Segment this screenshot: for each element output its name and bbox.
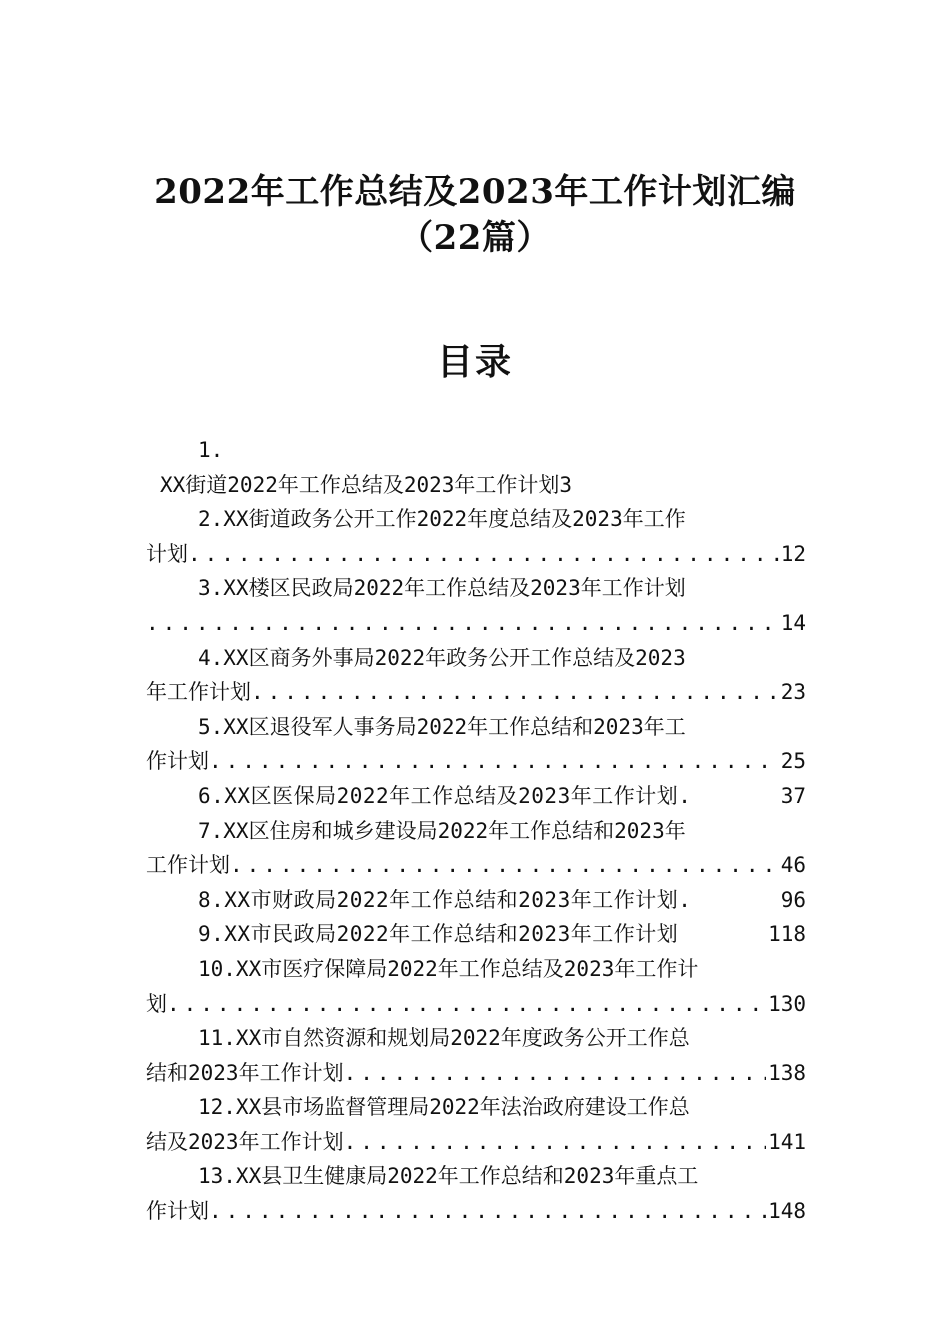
toc-entry-text: 2.XX街道政务公开工作2022年度总结及2023年工作 [198, 507, 686, 532]
toc-entry-13[interactable] [146, 1159, 806, 1228]
document-title: 2022年工作总结及2023年工作计划汇编 [154, 172, 796, 212]
toc-entry-text: 结及2023年工作计划 [146, 1129, 344, 1154]
toc-entry-text: 9.XX市民政局2022年工作总结和2023年工作计划 [198, 922, 679, 947]
table-of-contents [146, 433, 806, 1229]
toc-entry-4[interactable] [146, 641, 806, 710]
toc-entry-10[interactable] [146, 952, 806, 1021]
toc-entry-text: 12.XX县市场监督管理局2022年法治政府建设工作总 [198, 1095, 690, 1120]
toc-leader-dots [146, 606, 779, 641]
toc-entry-9[interactable] [146, 917, 806, 952]
toc-entry-text: 划 [146, 991, 167, 1016]
toc-page-number: 148 [768, 1199, 806, 1224]
toc-page-number: 141 [768, 1129, 806, 1154]
toc-entry-2[interactable] [146, 502, 806, 571]
toc-page-number: 25 [780, 749, 806, 774]
toc-entry-text: 结和2023年工作计划 [146, 1060, 344, 1085]
toc-leader-dots [209, 744, 779, 779]
toc-page-number: 37 [780, 783, 806, 808]
toc-leader-dots [167, 987, 766, 1022]
toc-entry-text: 工作计划 [146, 853, 230, 878]
toc-entry-12[interactable] [146, 1090, 806, 1159]
toc-entry-1[interactable] [146, 433, 806, 502]
toc-entry-text: 4.XX区商务外事局2022年政务公开工作总结及2023 [198, 645, 686, 670]
toc-page-number: 96 [780, 887, 806, 912]
toc-entry-3[interactable] [146, 571, 806, 640]
toc-page-number: 14 [780, 610, 806, 635]
toc-entry-8[interactable] [146, 883, 806, 918]
toc-page-number: 130 [768, 991, 806, 1016]
toc-page-number: 46 [780, 853, 806, 878]
toc-leader-dots [188, 537, 779, 572]
toc-entry-text: 7.XX区住房和城乡建设局2022年工作总结和2023年 [198, 818, 686, 843]
toc-page-number: 23 [780, 680, 806, 705]
toc-entry-11[interactable] [146, 1021, 806, 1090]
toc-entry-text: 3.XX楼区民政局2022年工作总结及2023年工作计划 [198, 576, 686, 601]
toc-page-number: 138 [768, 1060, 806, 1085]
toc-entry-text: 8.XX市财政局2022年工作总结和2023年工作计划. [198, 887, 692, 912]
toc-heading: 目录 [436, 341, 513, 383]
toc-page-number: 12 [780, 541, 806, 566]
toc-entry-7[interactable] [146, 814, 806, 883]
toc-entry-text: 6.XX区医保局2022年工作总结及2023年工作计划. [198, 783, 692, 808]
toc-entry-text: 13.XX县卫生健康局2022年工作总结和2023年重点工 [198, 1164, 699, 1189]
toc-entry-5[interactable] [146, 710, 806, 779]
toc-entry-text: 作计划 [146, 1199, 209, 1224]
toc-leader-dots [344, 1125, 766, 1160]
toc-entry-text: 作计划 [146, 749, 209, 774]
toc-entry-text: 计划 [146, 541, 188, 566]
toc-entry-text: 5.XX区退役军人事务局2022年工作总结和2023年工 [198, 714, 686, 739]
toc-page-number: 118 [768, 922, 806, 947]
toc-leader-dots [344, 1056, 766, 1091]
toc-entry-text: XX街道2022年工作总结及2023年工作计划3 [160, 472, 573, 497]
toc-leader-dots [209, 1194, 766, 1229]
toc-leader-dots [230, 848, 779, 883]
toc-entry-text: 1. [198, 438, 224, 462]
toc-entry-text: 11.XX市自然资源和规划局2022年度政务公开工作总 [198, 1026, 690, 1051]
toc-leader-dots [251, 675, 779, 710]
document-subtitle: （22篇） [399, 218, 551, 258]
toc-entry-text: 10.XX市医疗保障局2022年工作总结及2023年工作计 [198, 956, 699, 981]
toc-entry-text: 年工作计划 [146, 680, 251, 705]
toc-entry-6[interactable] [146, 779, 806, 814]
